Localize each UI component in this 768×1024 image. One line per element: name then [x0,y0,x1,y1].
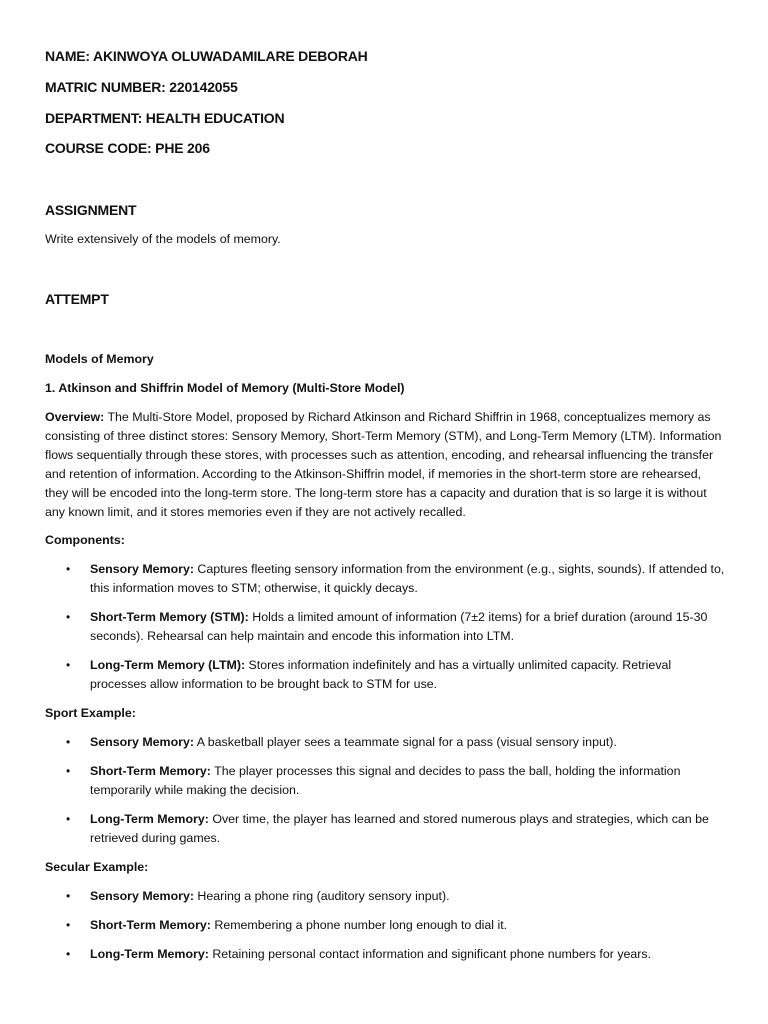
secular-example-list [45,887,725,964]
list-item: • Sensory Memory: Captures fleeting sensory information from the environment (e.g., sights, sounds). If attended to, this information moves to STM; otherwise, it quickly decays. [66,562,725,595]
bullet-icon: • [66,947,71,961]
assignment-text: Write extensively of the models of memory. [45,232,281,246]
list-item: • Sensory Memory: A basketball player sees a teammate signal for a pass (visual sensory input). [45,733,725,752]
bullet-icon: • [66,764,71,778]
assignment-heading: ASSIGNMENT [45,202,137,218]
bullet-icon: • [66,658,71,672]
student-name: NAME: AKINWOYA OLUWADAMILARE DEBORAH [45,48,368,64]
list-item: • Short-Term Memory: The player processes this signal and decides to pass the ball, holding the information temporarily while making the decision. [66,764,681,797]
list-item: • Long-Term Memory: Over time, the player has learned and stored numerous plays and strategies, which can be retrieved during games. [66,812,709,845]
matric-number: MATRIC NUMBER: 220142055 [45,79,238,95]
sport-example-list [45,733,725,848]
overview-paragraph [45,408,725,522]
bullet-icon: • [66,562,71,576]
bullet-icon: • [66,610,71,624]
model-title: 1. Atkinson and Shiffrin Model of Memory (Multi-Store Model) [45,381,405,395]
list-item: • Long-Term Memory: Retaining personal contact information and significant phone numbers for years. [45,945,725,964]
bullet-icon: • [66,918,71,932]
bullet-icon: • [66,812,71,826]
components-label: Components: [45,533,125,547]
overview-label: Overview: [45,410,105,424]
bullet-icon: • [66,889,71,903]
bullet-icon: • [66,735,71,749]
course-code: COURSE CODE: PHE 206 [45,140,210,156]
secular-example-label: Secular Example: [45,860,149,874]
list-item: • Short-Term Memory: Remembering a phone number long enough to dial it. [45,916,725,935]
attempt-heading: ATTEMPT [45,291,109,307]
department: DEPARTMENT: HEALTH EDUCATION [45,110,285,126]
overview-text: The Multi-Store Model, proposed by Richard Atkinson and Richard Shiffrin in 1968, conceptualizes memory as consisting of three distinct stores: Sensory Memory, Short-Term Memory (STM), and Long-Term Memory (LTM). Information flows sequentially through these stores, with processes such as attention, encoding, and rehearsal influencing the transfer and retention of information. According to the Atkinson-Shiffrin model, if memories in the short-term store are rehearsed, they will be encoded into the long-term store. The long-term store has a capacity and duration that is so large it is without any known limit, and it stores memories even if they are not actively recalled. [45,410,722,519]
list-item: • Long-Term Memory (LTM): Stores information indefinitely and has a virtually unlimited capacity. Retrieval processes allow information to be brought back to STM for use. [66,658,672,691]
list-item: • Short-Term Memory (STM): Holds a limited amount of information (7±2 items) for a brief duration (around 15-30 seconds). Rehearsal can help maintain and encode this information into LTM. [66,610,708,643]
components-list [45,560,725,694]
sport-example-label: Sport Example: [45,706,136,720]
section-title: Models of Memory [45,352,154,366]
list-item: • Sensory Memory: Hearing a phone ring (auditory sensory input). [45,887,725,906]
